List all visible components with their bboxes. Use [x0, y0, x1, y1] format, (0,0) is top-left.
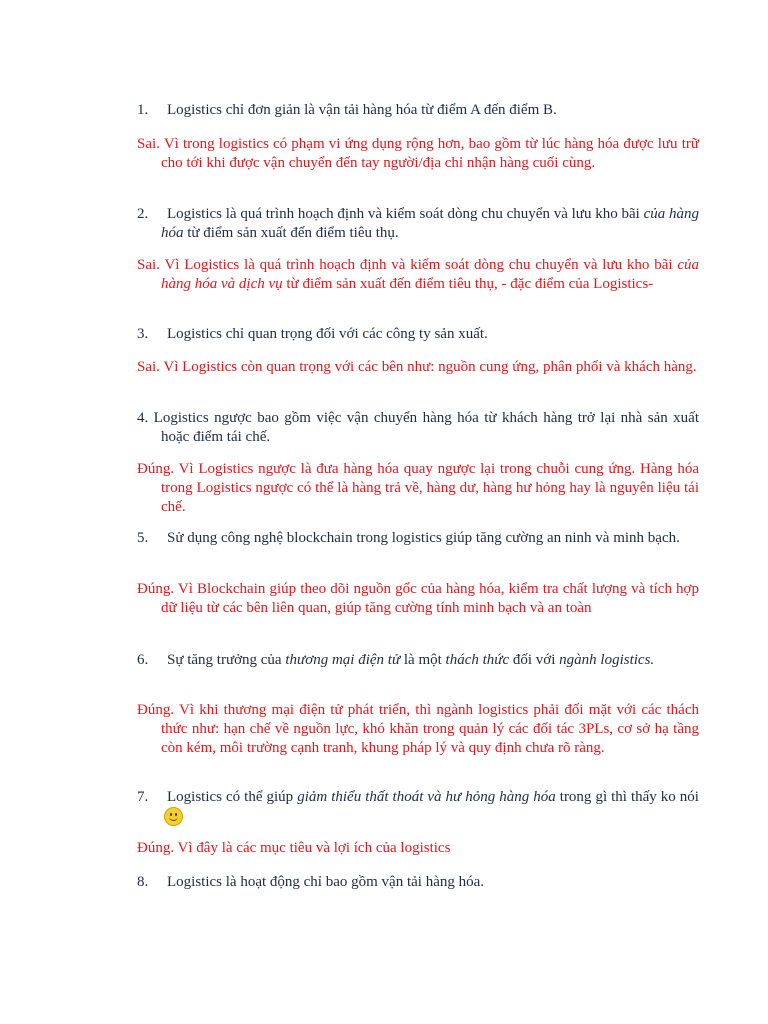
- answer-4: [137, 460, 699, 517]
- answer-text: Sai. Vì trong logistics có phạm vi ứng dụng rộng hơn, bao gồm từ lúc hàng hóa được lưu trữ cho tới khi được vận chuyển đến tay người/địa chỉ nhận hàng cuối cùng.: [137, 136, 699, 171]
- question-text: Logistics là hoạt động chỉ bao gồm vận tải hàng hóa.: [167, 874, 485, 890]
- question-text: Sử dụng công nghệ blockchain trong logistics giúp tăng cường an ninh và minh bạch.: [167, 530, 680, 546]
- question-italic-text: thương mại điện tử: [285, 652, 401, 668]
- question-6: [137, 651, 699, 670]
- question-text: trong gì thì thấy ko nói: [555, 789, 699, 805]
- smiley-face-icon: [164, 807, 183, 826]
- question-text: Logistics chỉ đơn giản là vận tải hàng hóa từ điểm A đến điểm B.: [167, 102, 557, 118]
- question-5: [137, 529, 699, 548]
- answer-italic-text: của hàng hóa và dịch vụ: [161, 257, 699, 292]
- question-number: 2.: [137, 206, 149, 222]
- question-number: 8.: [137, 874, 149, 890]
- question-text: Logistics ngược bao gồm việc vận chuyển hàng hóa từ khách hàng trở lại nhà sản xuất hoặc điểm tái chế.: [153, 410, 699, 445]
- question-text: đối với: [509, 652, 560, 668]
- question-1: [137, 101, 675, 120]
- question-number: 7.: [137, 789, 149, 805]
- question-text: từ điểm sản xuất đến điểm tiêu thụ.: [183, 225, 399, 241]
- answer-6: [137, 701, 699, 758]
- answer-text: Đúng. Vì khi thương mại điện tử phát triển, thì ngành logistics phải đối mặt với các thách thức như: hạn chế về nguồn lực, khó khăn trong quản lý các đối tác 3PLs, cơ sở hạ tầng còn kém, môi trường cạnh tranh, khung pháp lý và quy định chưa rõ ràng.: [137, 702, 699, 756]
- question-number: 1.: [137, 102, 149, 118]
- question-2: [137, 205, 699, 243]
- answer-text: từ điểm sản xuất đến điểm tiêu thụ, - đặc điểm của Logistics-: [282, 276, 654, 292]
- question-text: Logistics chỉ quan trọng đối với các công ty sản xuất.: [167, 326, 488, 342]
- answer-text: Sai. Vì Logistics còn quan trọng với các bên như: nguồn cung ứng, phân phối và khách hàng.: [137, 359, 697, 375]
- question-italic-text: giảm thiểu thất thoát và hư hỏng hàng hóa: [297, 789, 556, 805]
- answer-text: Sai. Vì Logistics là quá trình hoạch định và kiểm soát dòng chu chuyển và lưu kho bãi: [137, 257, 678, 273]
- answer-text: Đúng. Vì Logistics ngược là đưa hàng hóa quay ngược lại trong chuỗi cung ứng. Hàng hóa trong Logistics ngược có thể là hàng trả về, hàng dư, hàng hư hỏng hay là nguyên liệu tái chế.: [137, 461, 699, 515]
- question-number: 6.: [137, 652, 149, 668]
- question-italic-text: ngành logistics.: [559, 652, 655, 668]
- question-4: [137, 409, 699, 447]
- answer-3: [137, 358, 699, 377]
- answer-text: Đúng. Vì đây là các mục tiêu và lợi ích của logistics: [137, 840, 451, 856]
- question-italic-text: thách thức: [445, 652, 510, 668]
- question-text: Sự tăng trưởng của: [167, 652, 286, 668]
- question-8: [137, 873, 675, 892]
- question-3: [137, 325, 675, 344]
- answer-2: [137, 256, 699, 294]
- answer-5: [137, 580, 699, 618]
- answer-text: Đúng. Vì Blockchain giúp theo dõi nguồn gốc của hàng hóa, kiểm tra chất lượng và tích hợp dữ liệu từ các bên liên quan, giúp tăng cường tính minh bạch và an toàn: [137, 581, 699, 616]
- question-text: Logistics có thể giúp: [167, 789, 298, 805]
- question-text: Logistics là quá trình hoạch định và kiểm soát dòng chu chuyển và lưu kho bãi: [167, 206, 644, 222]
- question-text: là một: [400, 652, 446, 668]
- question-number: 5.: [137, 530, 149, 546]
- question-number: 4.: [137, 410, 149, 426]
- answer-7: [137, 839, 675, 858]
- question-italic-text: của hàng hóa: [161, 206, 699, 241]
- question-7: [137, 788, 699, 829]
- answer-1: [137, 135, 699, 173]
- question-number: 3.: [137, 326, 149, 342]
